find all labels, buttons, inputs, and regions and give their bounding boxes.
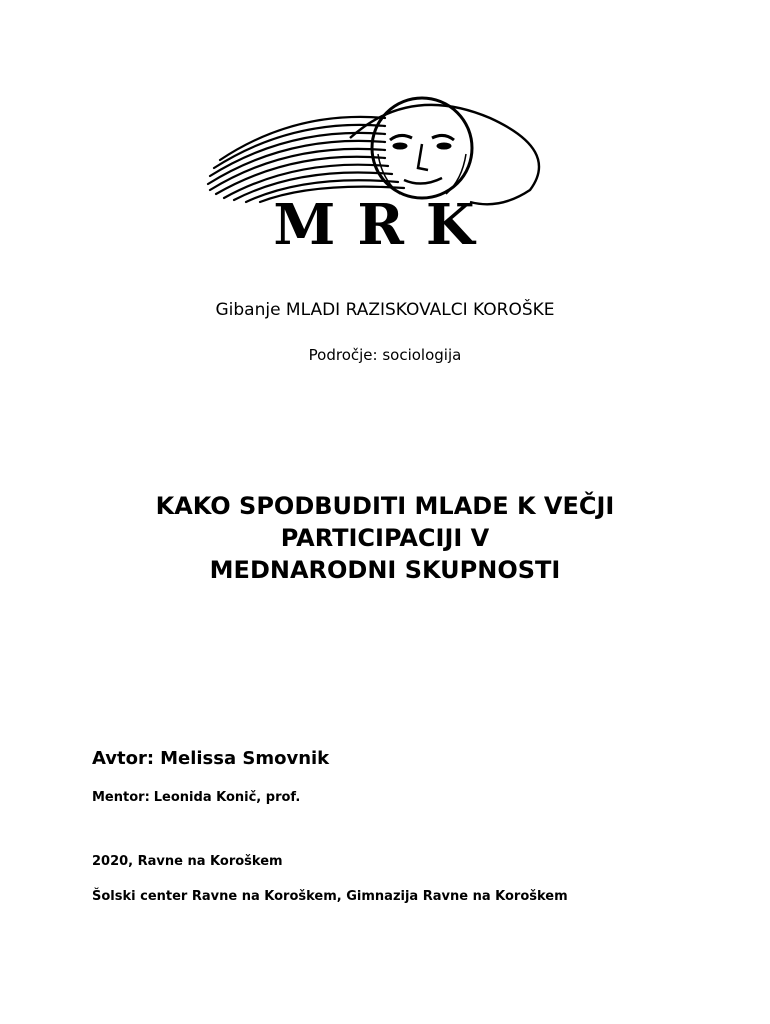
mentor-name: Leonida Konič, prof. bbox=[153, 790, 301, 805]
mentor-line bbox=[92, 788, 300, 808]
author-label: Avtor: bbox=[92, 748, 155, 769]
mrk-logo-icon bbox=[200, 90, 570, 250]
school-name: Šolski center Ravne na Koroškem, Gimnazija Ravne na Koroškem bbox=[92, 889, 568, 904]
logo-text: MRK bbox=[273, 192, 497, 250]
research-field: Področje: sociologija bbox=[308, 346, 462, 364]
document-title bbox=[40, 490, 730, 586]
author-name: Melissa Smovnik bbox=[160, 748, 330, 769]
title-line-3: MEDNARODNI SKUPNOSTI bbox=[209, 556, 561, 584]
title-line-2: PARTICIPACIJI V bbox=[280, 524, 490, 552]
organization-name: Gibanje MLADI RAZISKOVALCI KOROŠKE bbox=[215, 300, 555, 320]
year-and-place: 2020, Ravne na Koroškem bbox=[92, 854, 283, 869]
title-line-1: KAKO SPODBUDITI MLADE K VEČJI bbox=[155, 492, 615, 520]
mentor-label: Mentor: bbox=[92, 790, 150, 805]
author-line bbox=[92, 746, 329, 772]
